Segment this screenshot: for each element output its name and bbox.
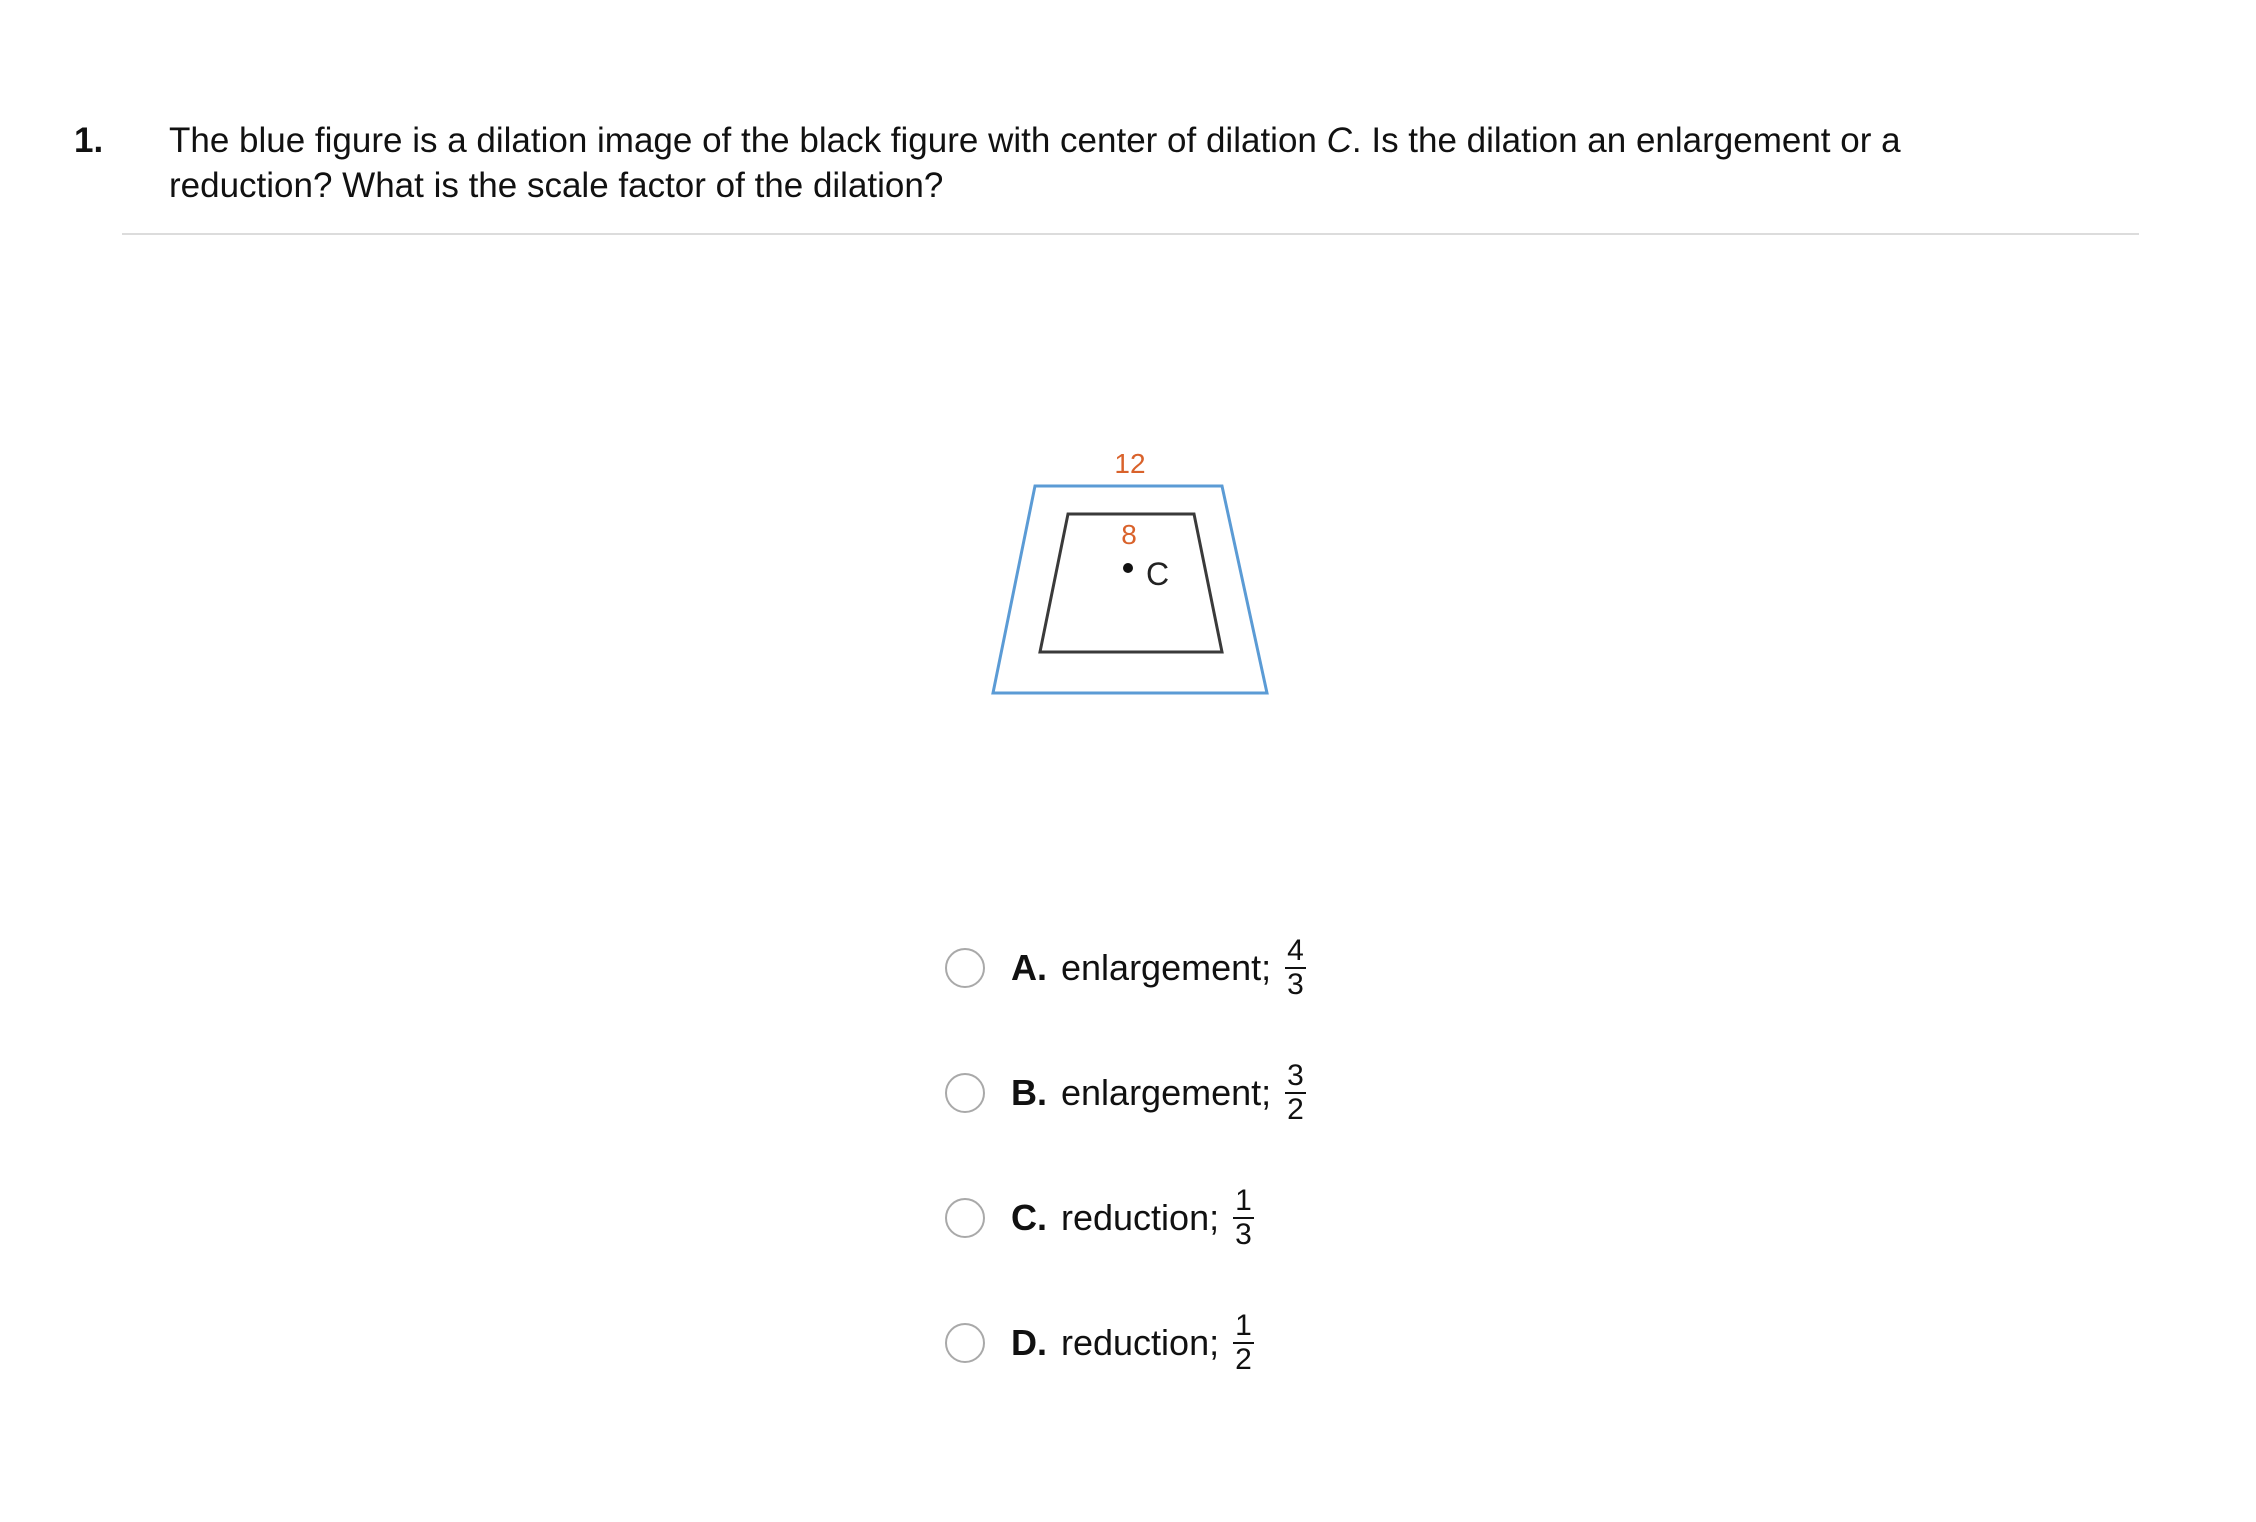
choice-a-fraction	[1285, 933, 1306, 1001]
choice-d-fraction	[1233, 1308, 1254, 1376]
choice-b-numerator: 3	[1287, 1058, 1304, 1092]
center-point-label: C	[1146, 556, 1170, 592]
choice-c-letter: C.	[1011, 1196, 1047, 1238]
choice-d-text: reduction;	[1061, 1321, 1220, 1363]
choice-c-radio[interactable]	[945, 1198, 985, 1238]
choice-c-fraction	[1233, 1183, 1254, 1251]
choice-a-letter: A.	[1011, 946, 1047, 988]
choice-d-numerator: 1	[1235, 1308, 1252, 1342]
choice-b-radio[interactable]	[945, 1073, 985, 1113]
dilation-figure	[960, 430, 1300, 710]
choice-b-text: enlargement;	[1061, 1071, 1272, 1113]
choice-d-radio[interactable]	[945, 1323, 985, 1363]
choice-a[interactable]	[945, 905, 1306, 1030]
question-text	[74, 118, 2024, 208]
choice-b-label	[1011, 1058, 1306, 1126]
choice-c-numerator: 1	[1235, 1183, 1252, 1217]
choice-b[interactable]	[945, 1030, 1306, 1155]
choice-d-label	[1011, 1308, 1254, 1376]
choice-b-fraction	[1285, 1058, 1306, 1126]
choice-b-denominator: 2	[1287, 1092, 1304, 1126]
question-line-1	[124, 118, 2024, 163]
choice-a-denominator: 3	[1287, 967, 1304, 1001]
answer-choices	[945, 905, 1306, 1405]
question-line-2: reduction? What is the scale factor of the dilation?	[169, 166, 944, 205]
choice-d[interactable]	[945, 1280, 1306, 1405]
question-number: 1.	[74, 121, 104, 160]
center-point	[1123, 563, 1133, 573]
choice-a-text: enlargement;	[1061, 946, 1272, 988]
choice-a-radio[interactable]	[945, 948, 985, 988]
choice-c-label	[1011, 1183, 1254, 1251]
question-center-label: C	[1326, 121, 1352, 160]
dilation-figure-svg	[960, 430, 1300, 710]
choice-a-numerator: 4	[1287, 933, 1304, 967]
question-text-part-2: . Is the dilation an enlargement or a	[1351, 121, 1901, 160]
inner-side-label: 8	[1121, 519, 1137, 550]
choice-d-letter: D.	[1011, 1321, 1047, 1363]
question-divider	[122, 233, 2139, 235]
question-text-part-1: The blue figure is a dilation image of the black figure with center of dilation	[169, 121, 1327, 160]
blue-trapezoid	[993, 486, 1267, 693]
choice-a-label	[1011, 933, 1306, 1001]
choice-c[interactable]	[945, 1155, 1306, 1280]
choice-b-letter: B.	[1011, 1071, 1047, 1113]
choice-c-text: reduction;	[1061, 1196, 1220, 1238]
outer-side-label: 12	[1114, 448, 1146, 479]
choice-d-denominator: 2	[1235, 1342, 1252, 1376]
choice-c-denominator: 3	[1235, 1217, 1252, 1251]
